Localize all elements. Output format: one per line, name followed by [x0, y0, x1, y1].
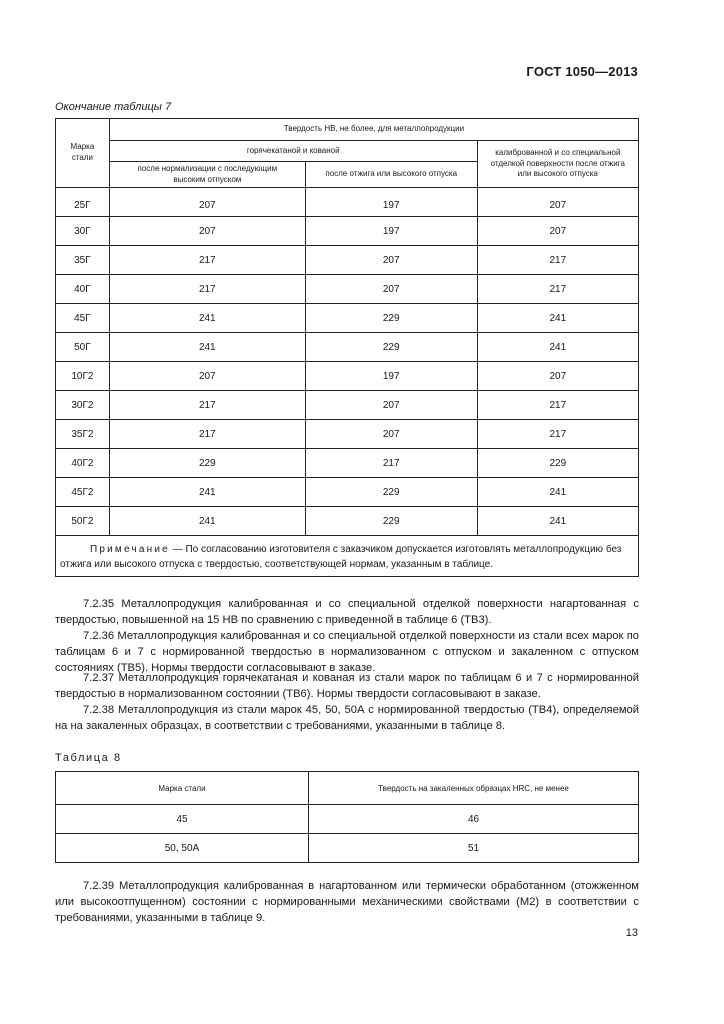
- table8-caption: Таблица 8: [55, 752, 122, 764]
- table-7-body: [56, 188, 639, 536]
- cell-steel-grade: 40Г2: [56, 449, 110, 478]
- table7-note: [56, 536, 639, 577]
- cell-hardness: 241: [109, 478, 305, 507]
- cell-hardness: 241: [109, 333, 305, 362]
- table-row: [56, 246, 639, 275]
- cell-steel-grade: 50Г2: [56, 507, 110, 536]
- cell-hardness: 229: [305, 304, 477, 333]
- cell-hardness: 241: [477, 333, 638, 362]
- cell-hardness: 207: [109, 217, 305, 246]
- cell-hardness: 207: [477, 362, 638, 391]
- cell-hrc: 46: [309, 805, 639, 834]
- cell-hardness: 241: [109, 304, 305, 333]
- table-row: [56, 507, 639, 536]
- cell-hardness: 229: [305, 507, 477, 536]
- col-header-hot-rolled: горячекатаной и кованой: [109, 141, 477, 162]
- cell-steel-grade: 30Г: [56, 217, 110, 246]
- cell-steel-grade: 45: [56, 805, 309, 834]
- cell-steel-grade: 30Г2: [56, 391, 110, 420]
- cell-hardness: 229: [109, 449, 305, 478]
- cell-hardness: 197: [305, 188, 477, 217]
- table-row: [56, 333, 639, 362]
- cell-hardness: 217: [477, 420, 638, 449]
- note-label: Примечание: [90, 544, 170, 555]
- table-row: [56, 805, 639, 834]
- cell-hardness: 217: [477, 246, 638, 275]
- table-row: [56, 391, 639, 420]
- col-header-calibrated: калиброванной и со специальной отделкой поверхности после отжига или высокого отпуска: [477, 141, 638, 188]
- t8-col-grade: Марка стали: [56, 772, 309, 805]
- cell-hardness: 217: [109, 391, 305, 420]
- cell-steel-grade: 50Г: [56, 333, 110, 362]
- cell-steel-grade: 35Г2: [56, 420, 110, 449]
- cell-hardness: 241: [477, 304, 638, 333]
- cell-hardness: 229: [305, 333, 477, 362]
- cell-steel-grade: 45Г2: [56, 478, 110, 507]
- paragraph-7-2-39: 7.2.39 Металлопродукция калиброванная в нагартованном или термически обработанном (отожженном или высокоотпущенном) состоянии с нормированными механическими свойствами (М2) в соответствии с требованиями, указанными в таблице 9.: [55, 880, 639, 925]
- cell-hardness: 207: [109, 362, 305, 391]
- table7-caption: Окончание таблицы 7: [55, 101, 172, 113]
- cell-steel-grade: 25Г: [56, 188, 110, 217]
- cell-hardness: 217: [109, 275, 305, 304]
- cell-hardness: 217: [109, 420, 305, 449]
- cell-steel-grade: 45Г: [56, 304, 110, 333]
- table-row: [56, 275, 639, 304]
- table-row: [56, 449, 639, 478]
- table-row: [56, 834, 639, 863]
- cell-hardness: 229: [477, 449, 638, 478]
- cell-hardness: 207: [305, 246, 477, 275]
- paragraph-7-2-35: 7.2.35 Металлопродукция калиброванная и со специальной отделкой поверхности нагартованная с твердостью, повышенной на 15 НВ по сравнению с приведенной в таблице 6 (ТВ3).: [55, 598, 639, 627]
- cell-hardness: 241: [109, 507, 305, 536]
- cell-hardness: 207: [305, 275, 477, 304]
- cell-hardness: 217: [477, 275, 638, 304]
- cell-hardness: 229: [305, 478, 477, 507]
- cell-hardness: 217: [305, 449, 477, 478]
- cell-hardness: 207: [477, 188, 638, 217]
- col-header-normalized: после нормализации с последующим высоким отпуском: [109, 162, 305, 188]
- col-header-grade-label: Марка стали: [70, 142, 95, 162]
- table-7: [55, 118, 639, 577]
- cell-hardness: 197: [305, 217, 477, 246]
- cell-hardness: 217: [109, 246, 305, 275]
- note-text: — По согласованию изготовителя с заказчиком допускается изготовлять металлопродукцию без отжига или высокого отпуска с твердостью, соответствующей нормам, указанным в таблице.: [60, 544, 622, 570]
- cell-hardness: 197: [305, 362, 477, 391]
- paragraph-7-2-36: 7.2.36 Металлопродукция калиброванная и со специальной отделкой поверхности из стали всех марок по таблицам 6 и 7 с нормированной твердостью в нормализованном с отпуском и закаленном с отпуском состояниях (ТВ5). Нормы твердости согласовывают в заказе.: [55, 630, 639, 675]
- cell-hardness: 241: [477, 478, 638, 507]
- t8-col-hrc: Твердость на закаленных образцах HRC, не менее: [309, 772, 639, 805]
- cell-hrc: 51: [309, 834, 639, 863]
- page-number: 13: [625, 927, 638, 939]
- cell-hardness: 207: [477, 217, 638, 246]
- cell-hardness: 207: [305, 391, 477, 420]
- cell-steel-grade: 40Г: [56, 275, 110, 304]
- table-8: [55, 771, 639, 863]
- cell-steel-grade: 10Г2: [56, 362, 110, 391]
- table-8-body: [56, 805, 639, 863]
- document-code: ГОСТ 1050—2013: [526, 64, 638, 79]
- cell-hardness: 207: [305, 420, 477, 449]
- table-row: [56, 304, 639, 333]
- cell-steel-grade: 50, 50А: [56, 834, 309, 863]
- col-header-annealed: после отжига или высокого отпуска: [305, 162, 477, 188]
- table-row: [56, 420, 639, 449]
- col-header-hardness: Твердость НВ, не более, для металлопродукции: [109, 119, 638, 141]
- col-header-grade: [56, 119, 110, 188]
- cell-hardness: 207: [109, 188, 305, 217]
- cell-steel-grade: 35Г: [56, 246, 110, 275]
- paragraph-7-2-37: 7.2.37 Металлопродукция горячекатаная и кованая из стали марок по таблицам 6 и 7 с нормированной твердостью в нормализованном состоянии (ТВ6). Нормы твердости согласовывают в заказе.: [55, 672, 639, 701]
- cell-hardness: 217: [477, 391, 638, 420]
- table-row: [56, 362, 639, 391]
- table-row: [56, 478, 639, 507]
- paragraph-7-2-38: 7.2.38 Металлопродукция из стали марок 45, 50, 50А с нормированной твердостью (ТВ4), определяемой на на закаленных образцах, в соответствии с требованиями, указанными в таблице 8.: [55, 704, 639, 733]
- cell-hardness: 241: [477, 507, 638, 536]
- table-row: [56, 217, 639, 246]
- table-row: [56, 188, 639, 217]
